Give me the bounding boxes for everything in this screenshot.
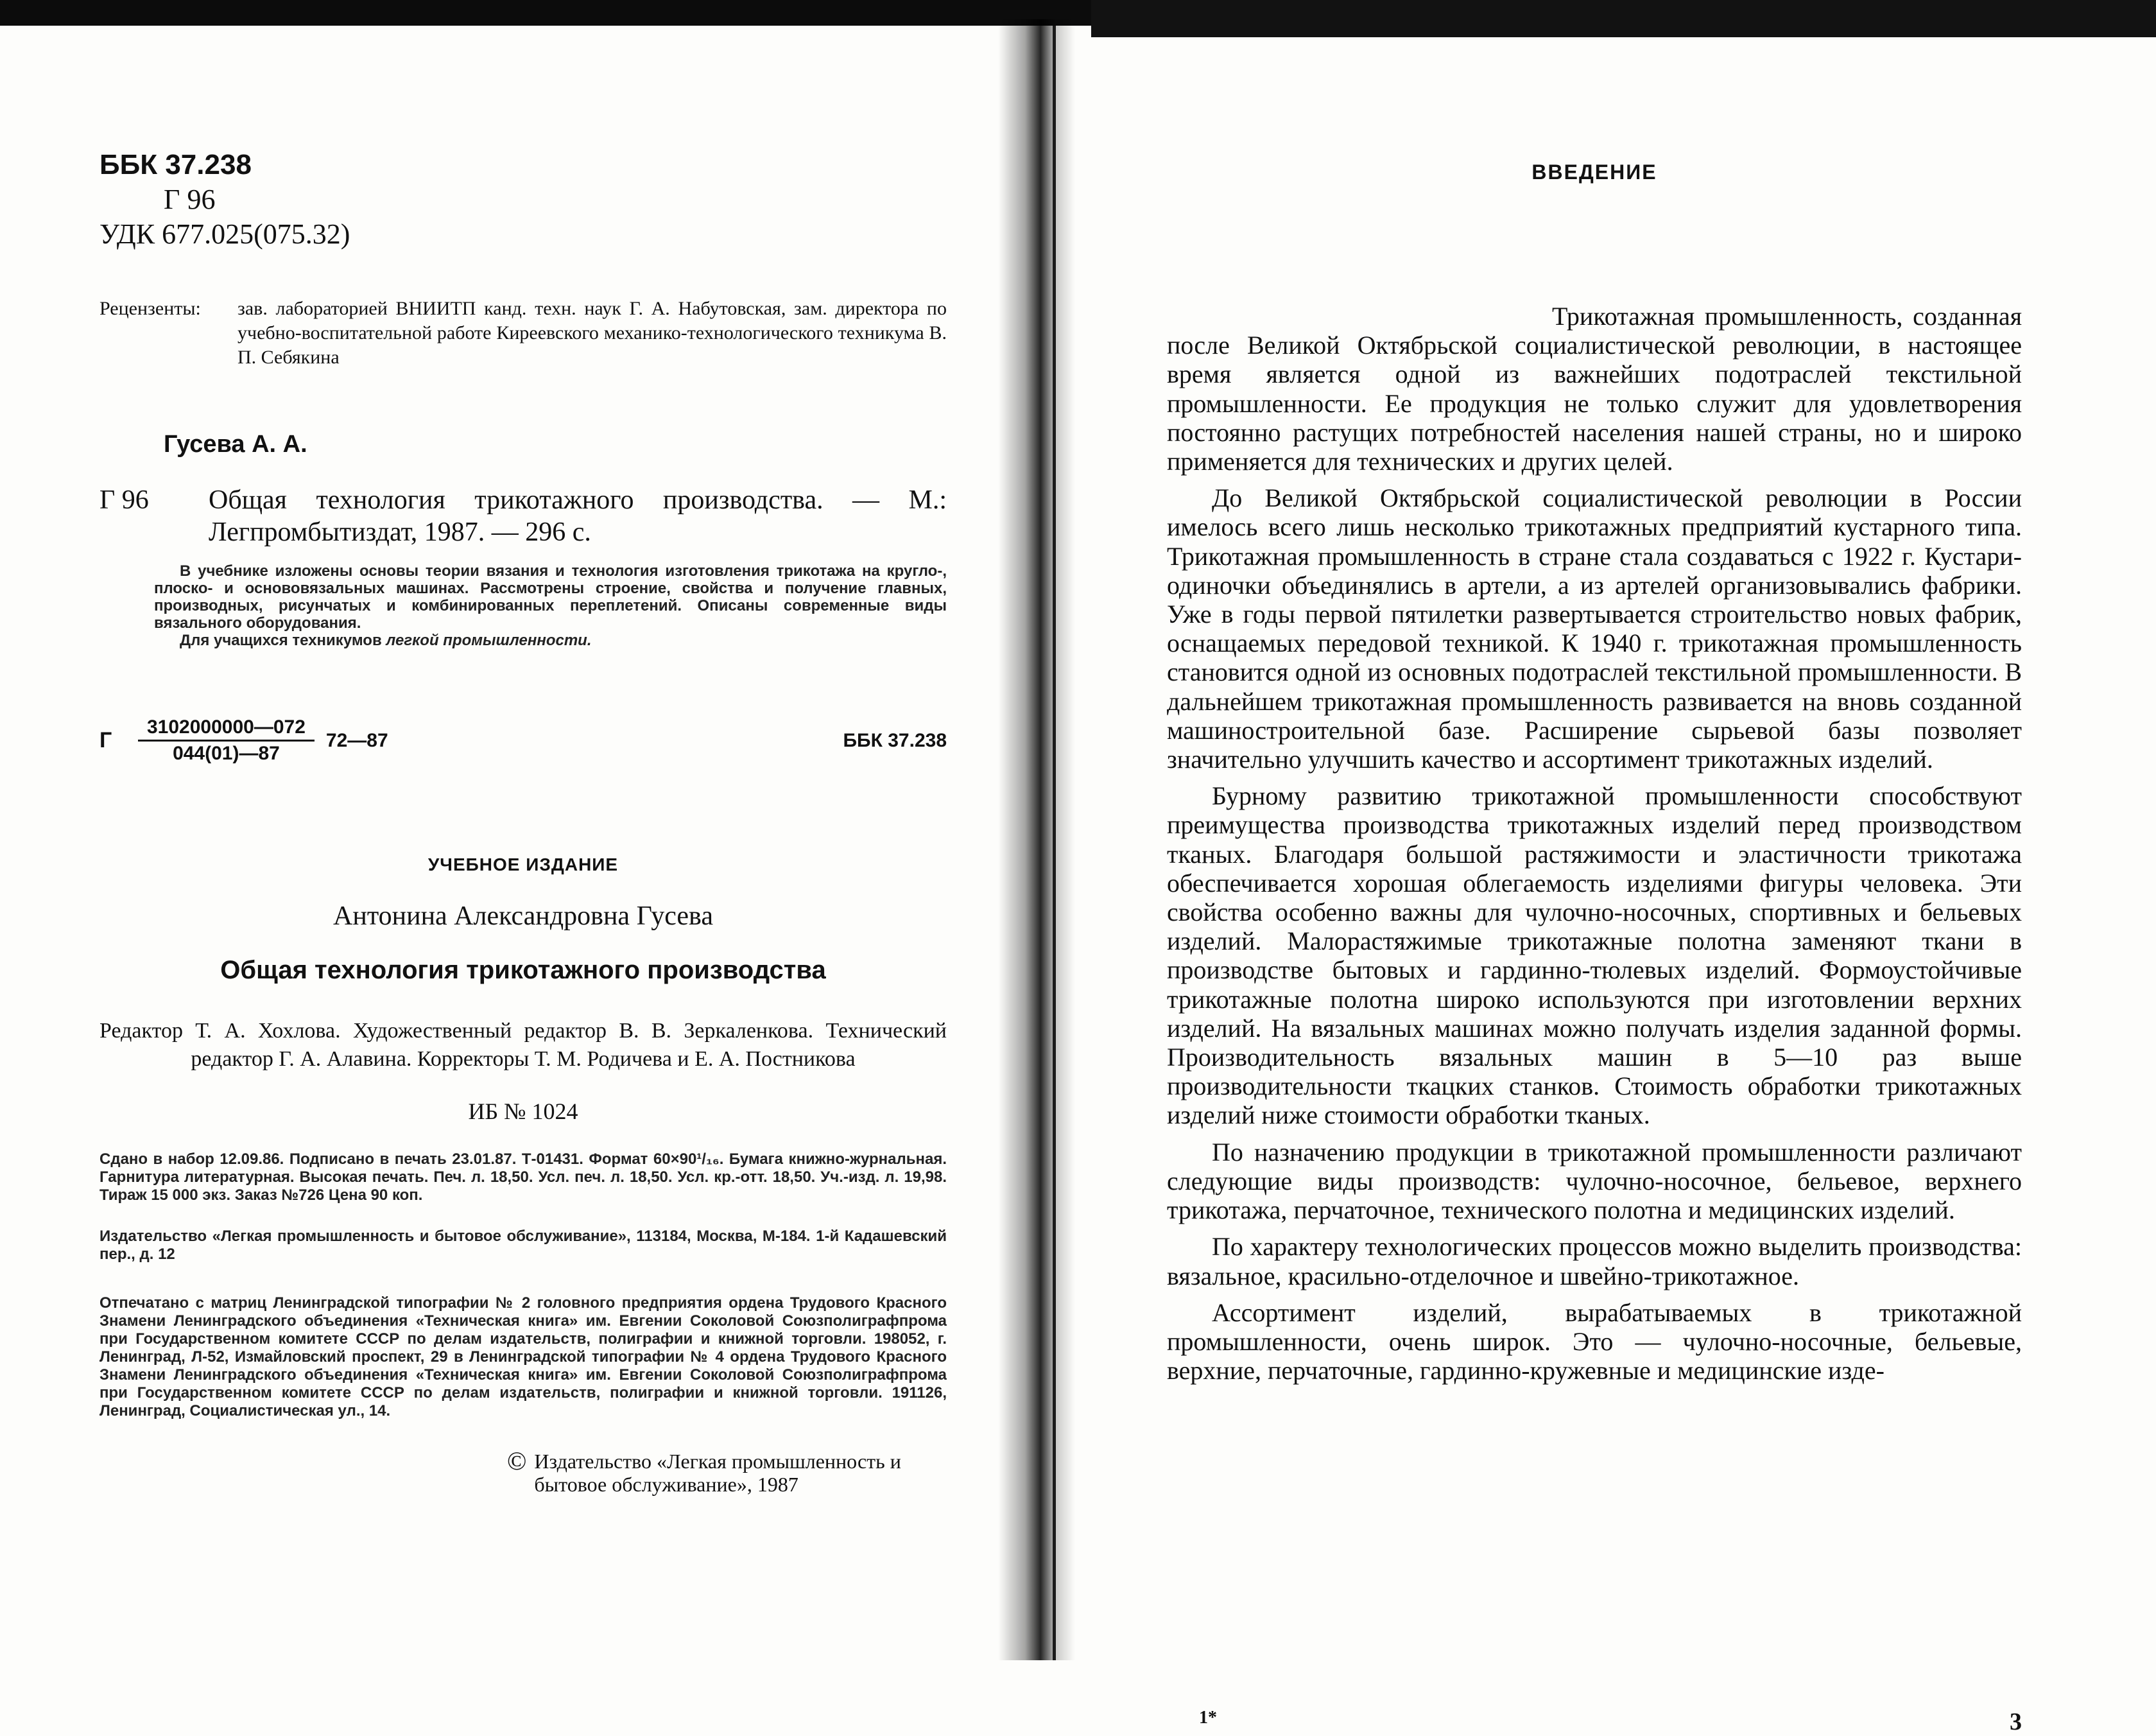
- reviewers-text: зав. лабораторией ВНИИТП канд. техн. наук Г. А. Набутовская, зам. директора по учебно-воспитательной работе Киреевского механико-технологического техникума В. П. Себякина: [237, 298, 947, 368]
- copyright-icon: ©: [507, 1446, 527, 1475]
- publisher-info: Издательство «Легкая промышленность и бытовое обслуживание», 113184, Москва, М-184. 1-й Кадашевский пер., д. 12: [99, 1228, 947, 1263]
- paragraph: До Великой Октябрьской социалистической революции в России имелось всего лишь несколько трикотажных предприятий кустарного типа. Трикотажная промышленность в стране стала создаваться с 1922 г. Кустари-одиночки объединялись в артели, а из артелей организовывались фабрики. Уже в годы первой пятилетки развертывается строительство новых фабрик, оснащаемых передовой техникой. К 1940 г. трикотажная промышленность становится одной из основных подотраслей текстильной промышленности. В дальнейшем трикотажная промышленность развивается на вновь созданной машиностроительной базе. Расширение сырьевой базы позволяет значительно улучшить качество и ассортимент трикотажных изделий.: [1167, 483, 2022, 774]
- page-number: 3: [2010, 1708, 2022, 1735]
- fraction-numerator: 3102000000—072: [138, 716, 315, 742]
- fraction-letter: Г: [99, 728, 112, 752]
- fraction-tail: 72—87: [325, 729, 388, 751]
- print-info: Сдано в набор 12.09.86. Подписано в печать 23.01.87. Т-01431. Формат 60×90¹/₁₆. Бумага книжно-журнальная. Гарнитура литературная. Высокая печать. Печ. л. 18,50. Усл. печ. л. 18,50. Усл. кр.-отт. 18,50. Уч.-изд. л. 19,98. Тираж 15 000 экз. Заказ №726 Цена 90 коп.: [99, 1150, 947, 1204]
- paragraph: Ассортимент изделий, вырабатываемых в трикотажной промышленности, очень широк. Это — чулочно-носочные, бельевые, верхние, перчаточные, гардинно-кружевные и медицинские изде-: [1167, 1298, 2022, 1385]
- reviewers-block: [99, 297, 947, 370]
- abstract-audience: Для учащихся техникумов легкой промышленности.: [180, 632, 592, 649]
- book-spine-line: [1053, 26, 1056, 1660]
- abstract-main: В учебнике изложены основы теории вязания и технология изготовления трикотажа на кругло-, плоско- и основовязальных машинах. Рассмотрены строение, свойства и получение главных, производных, рисунчатых и комбинированных переплетений. Описаны современные виды вязального оборудования.: [154, 562, 947, 632]
- fraction-denominator: 044(01)—87: [173, 743, 280, 764]
- abstract: [99, 562, 947, 649]
- signature-mark: 1*: [1199, 1708, 1217, 1728]
- paragraph: Бурному развитию трикотажной промышленности способствуют преимущества производства трикотажных изделий перед производством тканых. Благодаря большой растяжимости и эластичности трикотажа обеспечивается хорошая облегаемость изделиями фигуры человека. Эти свойства особенно важны для чулочно-носочных, спортивных и бельевых изделий. Малорастяжимые трикотажные полотна заменяют ткани в производстве бытовых и гардинно-тюлевых изделий. Формоустойчивые трикотажные полотна широко используются при изготовлении верхних изделий. На вязальных машинах можно получать изделия заданной формы. Производительность вязальных машин в 5—10 раз выше производительности ткацких станков. Стоимость обработки трикотажных изделий ниже стоимости обработки тканых.: [1167, 781, 2022, 1130]
- paragraph: По характеру технологических процессов можно выделить производства: вязальное, красильно-отделочное и швейно-трикотажное.: [1167, 1232, 2022, 1290]
- fraction: [138, 716, 315, 765]
- g96-code: Г 96: [164, 184, 216, 215]
- printed-info: Отпечатано с матриц Ленинградской типографии № 2 головного предприятия ордена Трудового Красного Знамени Ленинградского объединения «Техническая книга» им. Евгении Соколовой Союзполиграфпрома при Государственном комитете СССР по делам издательств, полиграфии и книжной торговли. 198052, г. Ленинград, Л-52, Измайловский проспект, 29 в Ленинградской типографии № 4 ордена Трудового Красного Знамени Ленинградского объединения «Техническая книга» им. Евгении Соколовой Союзполиграфпрома при Государственном комитете СССР по делам издательств, полиграфии и книжной торговли. 191126, Ленинград, Социалистическая ул., 14.: [99, 1294, 947, 1419]
- classification-fraction-row: [99, 716, 947, 765]
- right-page: [1167, 148, 2022, 1735]
- book-title: Общая технология трикотажного производства: [220, 956, 826, 984]
- body-text: [1167, 302, 2022, 1385]
- paragraph: Трикотажная промышленность, созданная после Великой Октябрьской социалистической революции, в настоящее время является одной из важнейших подотраслей текстильной промышленности. Ее продукция не только служит для удовлетворения постоянно растущих потребностей населения нашей страны, но и широко применяется для технических и других целей.: [1167, 302, 2022, 476]
- left-page: [99, 148, 947, 1496]
- scan-top-edge-right: [1091, 0, 2156, 37]
- book-spine-shadow: [998, 19, 1075, 1660]
- edition-type: УЧЕБНОЕ ИЗДАНИЕ: [427, 855, 619, 874]
- udk-code: УДК 677.025(075.32): [99, 218, 350, 250]
- paragraph: По назначению продукции в трикотажной промышленности различают следующие виды производств: чулочно-носочное, бельевое, верхнего трикотажа, перчаточное, технического полотна и медицинских изделий.: [1167, 1137, 2022, 1225]
- reviewers-label: Рецензенты:: [99, 298, 201, 319]
- fraction-bbk: ББК 37.238: [843, 729, 947, 751]
- author-full-name: Антонина Александровна Гусева: [333, 901, 713, 931]
- author-short: Гусева А. А.: [164, 431, 307, 458]
- bbk-code: ББК 37.238: [99, 149, 252, 180]
- page-footer: [1167, 1708, 2022, 1736]
- ib-number: ИБ № 1024: [468, 1098, 578, 1124]
- entry-text: Общая технология трикотажного производства. — М.: Легпромбытиздат, 1987. — 296 с.: [209, 485, 947, 547]
- copyright: [507, 1446, 947, 1496]
- catalog-entry: [99, 484, 947, 548]
- copyright-text: Издательство «Легкая промышленность и бытовое обслуживание», 1987: [534, 1450, 901, 1496]
- chapter-heading: ВВЕДЕНИЕ: [1531, 161, 1657, 184]
- editors-credits: Редактор Т. А. Хохлова. Художественный редактор В. В. Зеркаленкова. Технический редактор Г. А. Алавина. Корректоры Т. М. Родичева и Е. А. Постникова: [99, 1019, 947, 1071]
- entry-code: Г 96: [99, 485, 149, 515]
- classification-block: [99, 148, 947, 252]
